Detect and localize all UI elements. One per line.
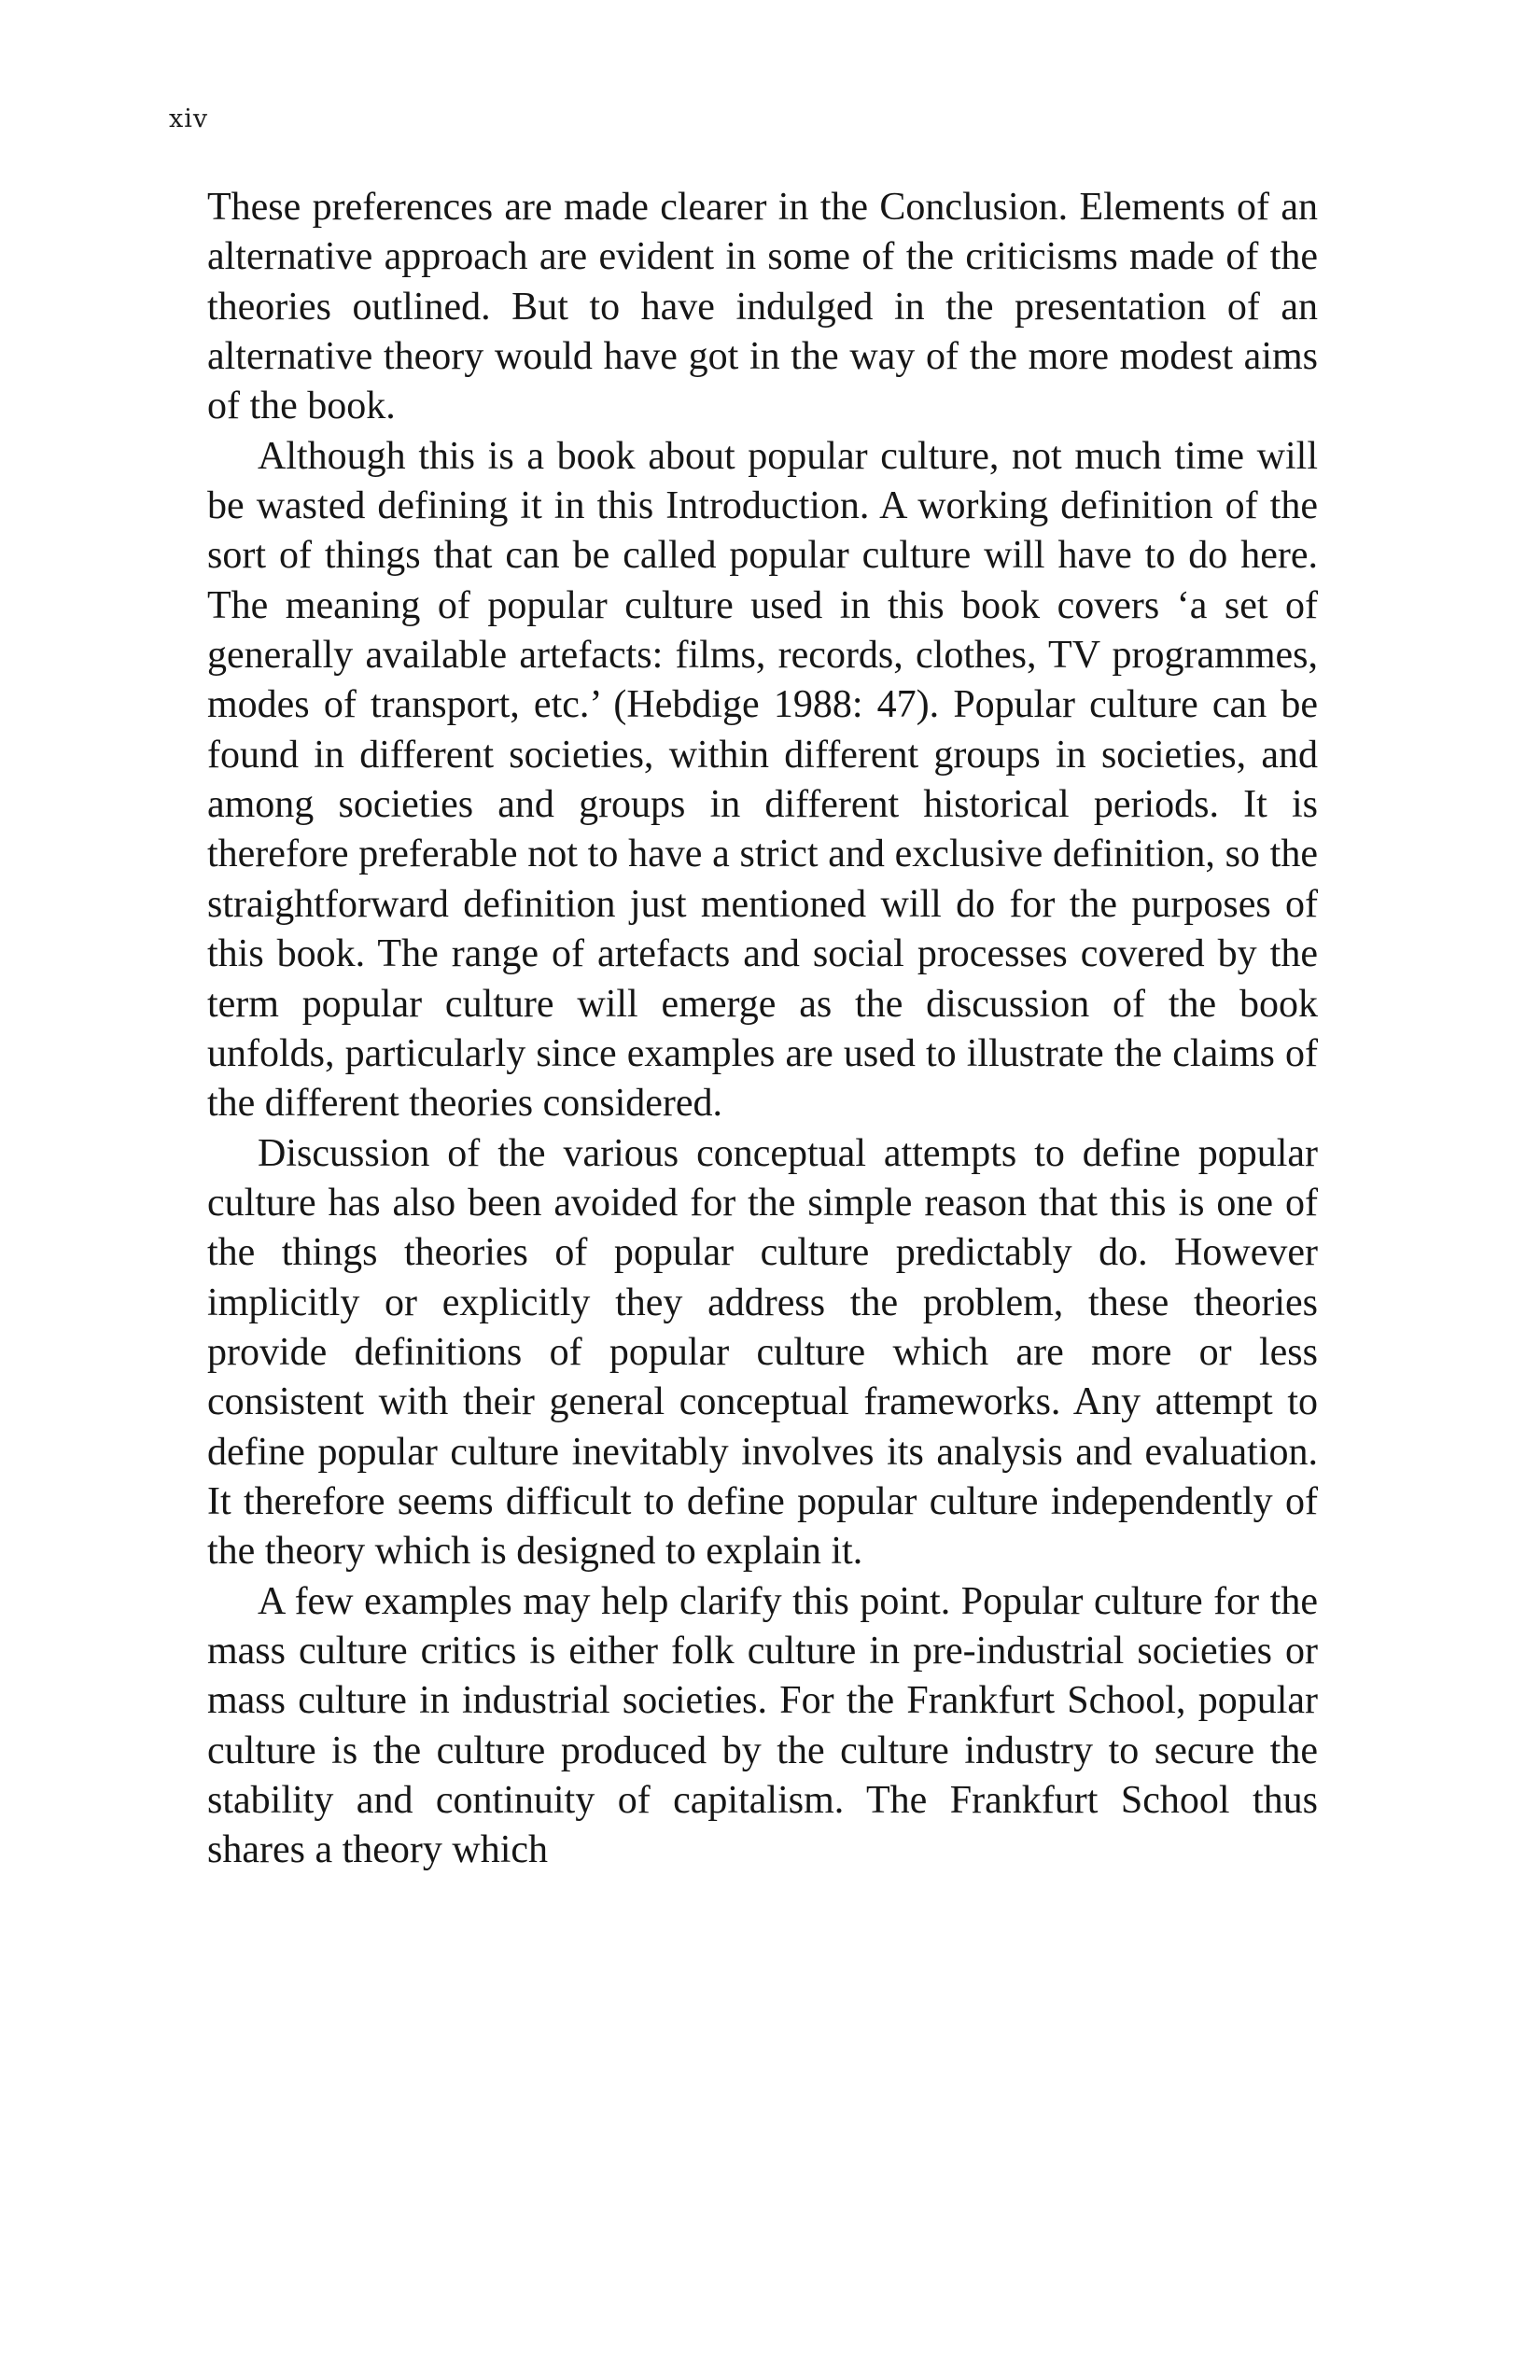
body-text — [207, 183, 1318, 1876]
paragraph-3: Discussion of the various conceptual attempts to define popular culture has also been avoided for the simple reason that this is one of the things theories of popular culture predictably do. However implicitly or explicitly they address the problem, these theories provide definitions of popular culture which are more or less consistent with their general conceptual frameworks. Any attempt to define popular culture inevitably involves its analysis and evaluation. It therefore seems difficult to define popular culture independently of the theory which is designed to explain it. — [207, 1131, 1318, 1574]
page-number: xiv — [169, 105, 209, 133]
paragraph-2: Although this is a book about popular culture, not much time will be wasted defining it in this Introduction. A working definition of the sort of things that can be called popular culture will have to do here. The meaning of popular culture used in this book covers ‘a set of generally available artefacts: films, records, clothes, TV programmes, modes of transport, etc.’ (Hebdige 1988: 47). Popular culture can be found in different societies, within different groups in societies, and among societies and groups in different historical periods. It is therefore preferable not to have a strict and exclusive definition, so the straightforward definition just mentioned will do for the purposes of this book. The range of artefacts and social processes covered by the term popular culture will emerge as the discussion of the book unfolds, particularly since examples are used to illustrate the claims of the different theories considered. — [207, 434, 1318, 1126]
paragraph-1: These preferences are made clearer in the Conclusion. Elements of an alternative approach are evident in some of the criticisms made of the theories outlined. But to have indulged in the presentation of an alternative theory would have got in the way of the more modest aims of the book. — [207, 186, 1318, 428]
paragraph-4: A few examples may help clarify this point. Popular culture for the mass culture critics is either folk culture in pre-industrial societies or mass culture in industrial societies. For the Frankfurt School, popular culture is the culture produced by the culture industry to secure the stability and continuity of capitalism. The Frankfurt School thus shares a theory which — [207, 1579, 1318, 1872]
